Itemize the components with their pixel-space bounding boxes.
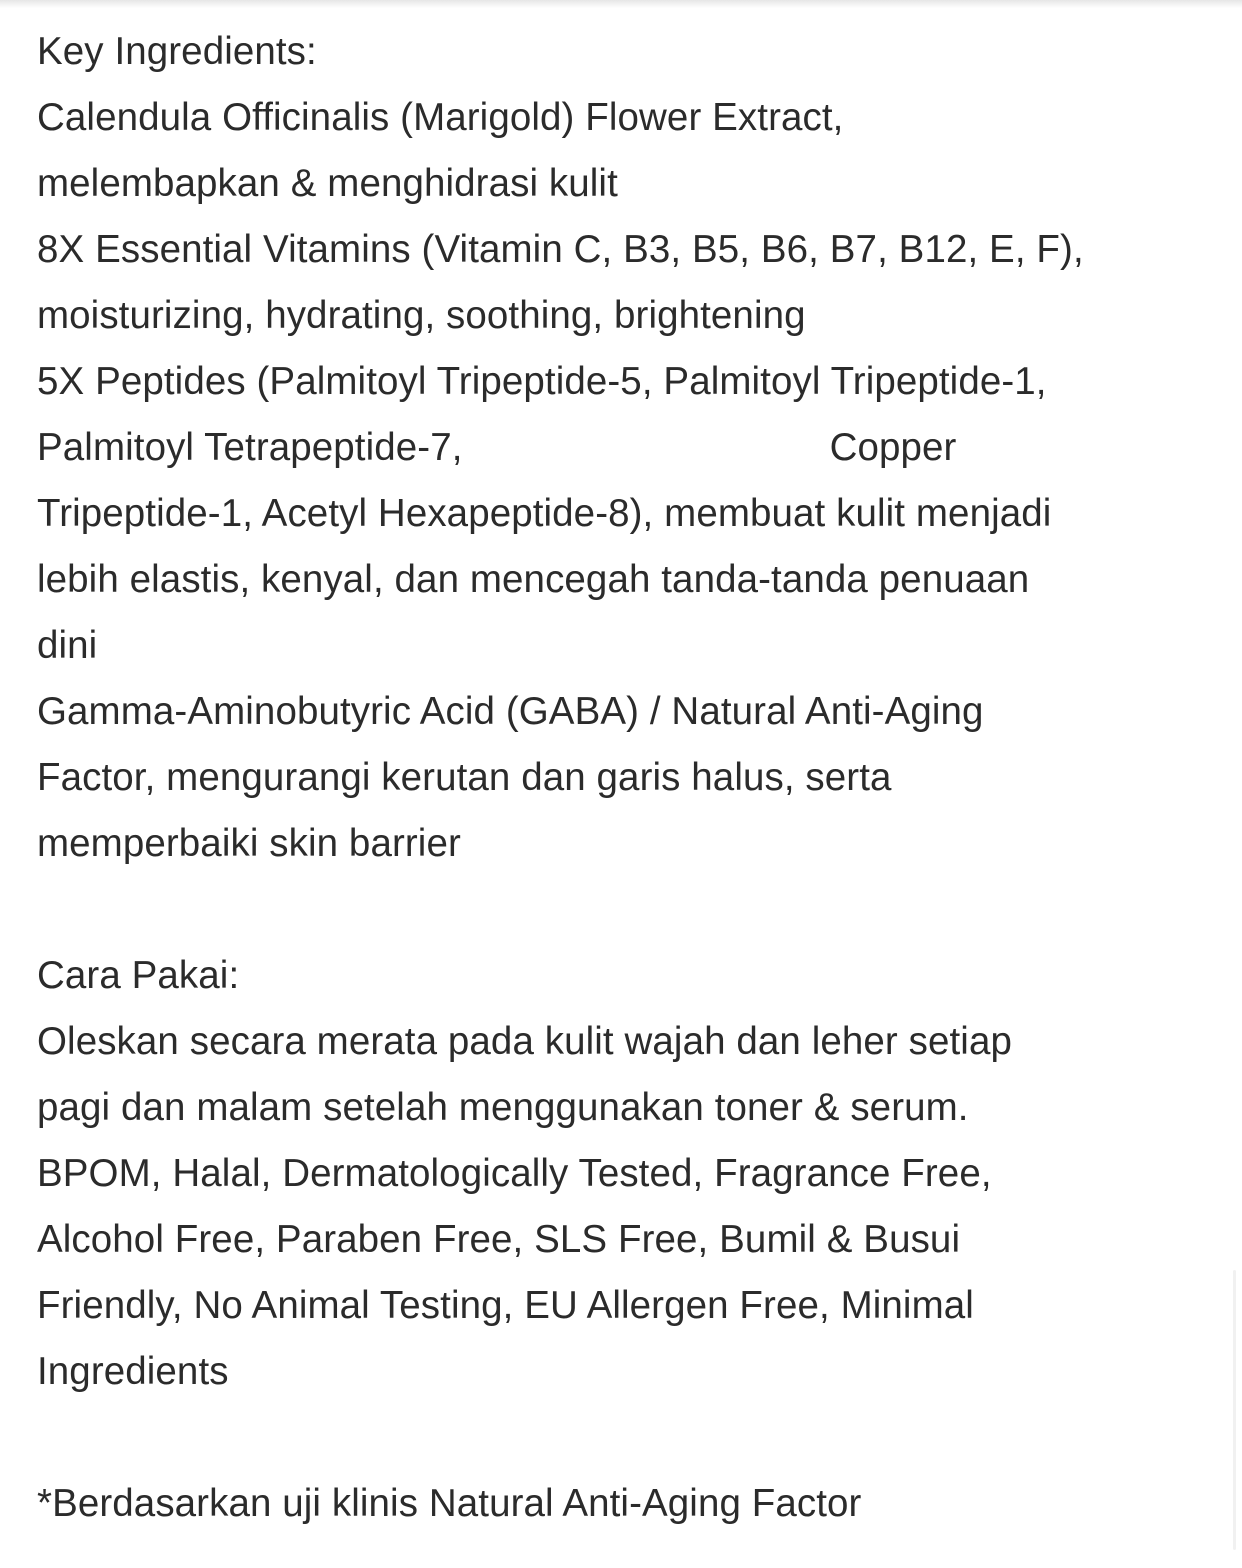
usage-line: pagi dan malam setelah menggunakan toner & serum. — [37, 1086, 969, 1129]
usage-line: Alcohol Free, Paraben Free, SLS Free, Bumil & Busui — [37, 1218, 961, 1261]
top-divider — [0, 0, 1242, 8]
description-text — [37, 19, 1217, 1537]
footnote: *Berdasarkan uji klinis Natural Anti-Aging Factor — [37, 1482, 862, 1525]
spacer — [37, 1405, 1217, 1471]
ingredient-line: Palmitoyl Tetrapeptide-7, Copper — [37, 426, 957, 469]
spacer — [37, 877, 1217, 943]
ingredient-line: Calendula Officinalis (Marigold) Flower Extract, — [37, 96, 844, 139]
ingredient-line: dini — [37, 624, 98, 667]
ingredient-line: melembapkan & menghidrasi kulit — [37, 162, 618, 205]
ingredient-line: 8X Essential Vitamins (Vitamin C, B3, B5, B6, B7, B12, E, F), — [37, 228, 1084, 271]
ingredient-line: Tripeptide-1, Acetyl Hexapeptide-8), membuat kulit menjadi — [37, 492, 1052, 535]
usage-line: Friendly, No Animal Testing, EU Allergen Free, Minimal — [37, 1284, 974, 1327]
usage-line: Oleskan secara merata pada kulit wajah dan leher setiap — [37, 1020, 1012, 1063]
ingredient-line: Gamma-Aminobutyric Acid (GABA) / Natural Anti-Aging — [37, 690, 984, 733]
ingredient-line: Factor, mengurangi kerutan dan garis halus, serta — [37, 756, 892, 799]
ingredient-line: lebih elastis, kenyal, dan mencegah tanda-tanda penuaan — [37, 558, 1030, 601]
scrollbar[interactable] — [1233, 1270, 1236, 1550]
ingredient-line: 5X Peptides (Palmitoyl Tripeptide-5, Palmitoyl Tripeptide-1, — [37, 360, 1047, 403]
cara-pakai-heading: Cara Pakai: — [37, 954, 240, 997]
ingredient-line: memperbaiki skin barrier — [37, 822, 461, 865]
key-ingredients-heading: Key Ingredients: — [37, 30, 317, 73]
usage-line: BPOM, Halal, Dermatologically Tested, Fragrance Free, — [37, 1152, 992, 1195]
usage-line: Ingredients — [37, 1350, 229, 1393]
ingredient-line: moisturizing, hydrating, soothing, brightening — [37, 294, 806, 337]
